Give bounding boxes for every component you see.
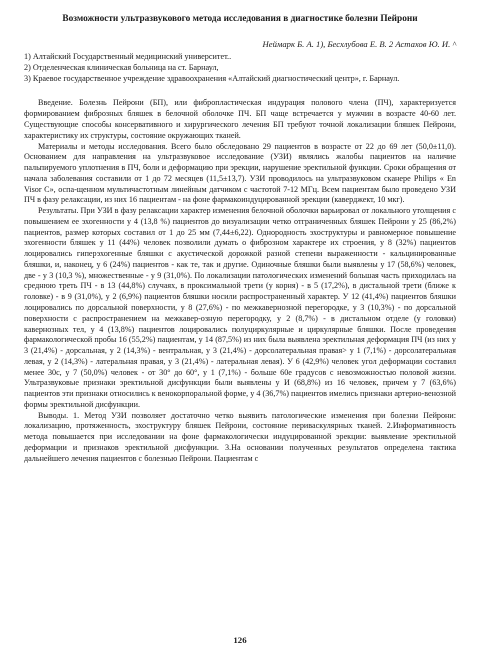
paragraph-results: Результаты. При УЗИ в фазу релаксации характер изменения белочной оболочки варьировал от локального утолщения с повышением ее эхогенности у 4 (13,8 %) пациентов до визуализации четко отграниченных бляшек Пейрони у 25 (86,2%) пациентов, размер которых составил от 1 до 25 мм (7,44±6,22). Однородность эхоструктуры и равномерное повышение эхогенности бляшек у 11 (44%) человек позволили думать о фиброзном характере их строения, у 8 (32%) пациентов лоцировались гиперэхогенные бляшки с акустической дорожкой разной степени выраженности - кальцинированные бляшки, и, наконец, у 6 (24%) пациентов - как те, так и другие. Одиночные бляшки были выявлены у 17 (58,6%) человек, две - у 3 (10,3 %), множественные - у 9 (31,0%). По локализации патологических изменений большая часть приходилась на среднюю треть ПЧ - в 13 (44,8%) случаях, в проксимальной трети (у корня) - в 5 (17,2%), в дистальной трети (ближе к головке) - в 9 (31,0%), у 2 (6,9%) пациентов бляшки носили распространенный характер. У 12 (41,4%) пациентов бляшки лоцировались по дорсальной поверхности, у 8 (27,6%) - по межкавернозной перегородке, у 3 (10,3%) - по дорсальной поверхности с распространением на межкавер-озную перегородку, у 2 (8,7%) - в дистальном отделе (у головки) кавернозных тел, у 4 (13,8%) пациентов лоцировались полуциркулярные и циркулярные бляшки. После проведения фармакологической пробы 16 (55,2%) пациентам, у 14 (87,5%) из них была выявлена эректильная деформация ПЧ (из них у 3 (21,4%) - дорсальная, у 2 (14,3%) - вентральная, у 3 (21,4%) - дорсолатеральная правая> у 1 (7,1%) - дорсолатеральная левая, у 2 (14,3%) - латеральная правая, у 3 (21,4%) - латеральная левая). У 6 (42,9%) человек угол деформации составил менее 30с, у 7 (50,0%) человек - от 30° до 60°, у 1 (7,1%) - больше 60е градусов с невозможностью половой жизни. Ультразвуковые признаки эректильной дисфункции были выявлены у И (68,8%) из 16 человек, причем у 7 (63,6%) пациентов эти признаки относились к венокорпоральной форме, у 4 (36,7%) пациентов имелись признаки артерио-венозной формы эректильной дисфункции. xyxy=(24,206,456,409)
page-number: 126 xyxy=(233,635,247,645)
affiliation-3: 3) Краевое государственное учреждение здравоохранения «Алтайский диагностический центр», г. Барнаул. xyxy=(24,73,400,83)
affiliation-2: 2) Отделенческая клиническая больница на ст. Барнаул, xyxy=(24,63,219,73)
paragraph-conclusions: Выводы. 1. Метод УЗИ позволяет достаточно четко выявить патологические изменения при болезни Пейрони: локализацию, протяженность, эхоструктуру бляшек Пейрони, состояние периваскулярных тканей. 2.Информативность метода повышается при исследовании на фоне фармакологически индуцированной эрекции: выявление эректильной деформации и признаков эректильной дисфункции. 3.На основании полученных результатов определена тактика дальнейшего лечения пациентов с болезнью Пейрони. Пациентам с xyxy=(24,410,456,463)
paragraph-introduction: Введение. Болезнь Пейрони (БП), или фибропластическая индурация полового члена (ПЧ), характеризуется формированием фиброзных бляшек в белочной оболочке ПЧ. БП чаще встречается у мужчин в возрасте 40-60 лет. Существующие способы консервативного и хирургического лечения БП требуют точной локализации бляшек Пейрони, характеристику их структуры, состояние окружающих тканей. xyxy=(24,98,456,140)
article-body xyxy=(24,98,456,464)
authors-line: Неймарк Б. А. 1), Бесхлубова Е. В. 2 Астахов Ю. И. ^ xyxy=(262,39,456,50)
article-title: Возможности ультразвукового метода исследования в диагностике болезни Пейрони xyxy=(62,14,418,24)
affiliations xyxy=(24,52,456,84)
paragraph-methods: Материалы и методы исследования. Всего было обследовано 29 пациентов в возрасте от 22 до 69 лет (50,0±11,0). Основанием для направления на ультразвуковое исследование (УЗИ) являлись жалобы пациентов на наличие пальпируемого уплотнения в ПЧ, боли и деформацию при эрекции, нарушение эректильной функции. Сроки обращения от начала заболевания составили от 1 до 72 месяцев (11,5±13,7). УЗИ проводилось на ультразвуковом сканере Philips « En Visor С», оспа-щенном мультичастотным линейным датчиком с частотой 7-12 МГц. Всем пациентам было проведено УЗИ ПЧ в фазу релаксации, из них 16 пациентам - на фоне фармакоиндуцированной эрекции (каверджект, 10 мкг). xyxy=(24,141,456,205)
affiliation-1: 1) Алтайский Государственный медицинский университет.. xyxy=(24,52,232,62)
